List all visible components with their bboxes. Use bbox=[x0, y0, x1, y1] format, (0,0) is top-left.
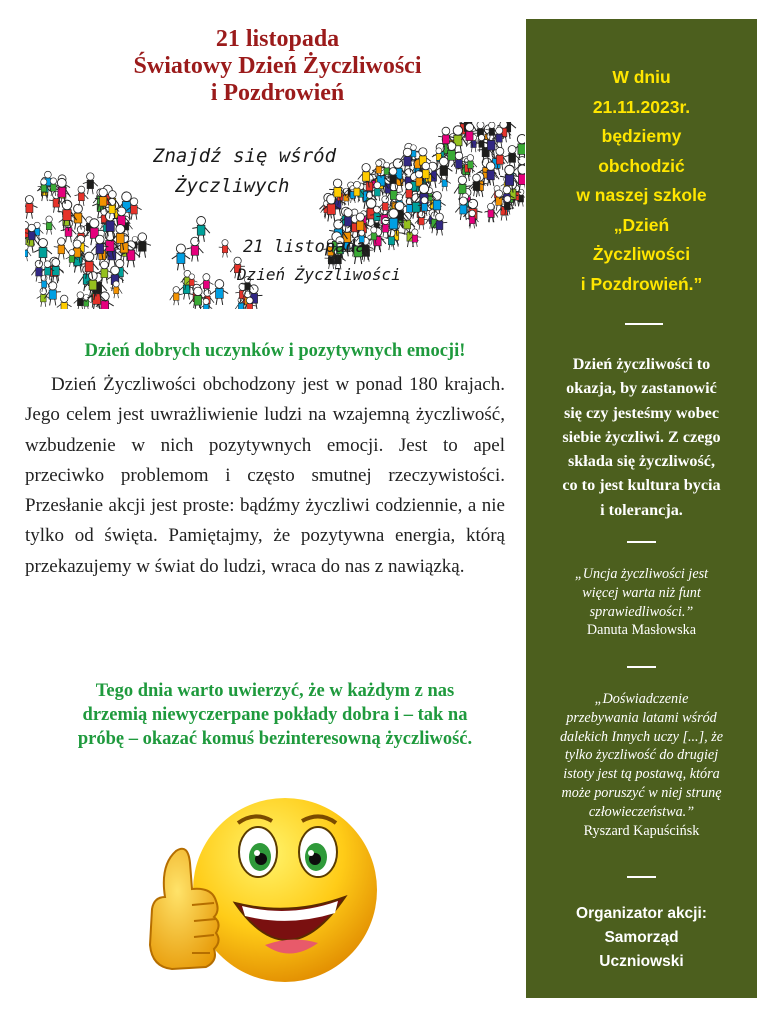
title-line-1: 21 listopada bbox=[215, 26, 340, 52]
sidebar-heading-line: będziemy bbox=[601, 126, 682, 146]
quote-2 bbox=[532, 690, 751, 840]
quote-1-line: więcej warta niż funt bbox=[582, 584, 701, 601]
banner-text-1: Znajdź się wśród bbox=[153, 145, 337, 167]
sidebar-text-line: się czy jesteśmy wobec bbox=[563, 403, 720, 422]
divider bbox=[627, 876, 656, 878]
organizer-line: Samorząd bbox=[604, 929, 679, 946]
quote-1-author: Danuta Masłowska bbox=[586, 622, 697, 639]
sidebar-text-line: siebie życzliwi. Z czego bbox=[562, 427, 721, 446]
quote-2-line: dalekich Innych uczy [...], że bbox=[559, 728, 724, 745]
divider bbox=[627, 666, 656, 668]
title-line-3: i Pozdrowień bbox=[210, 80, 345, 106]
organizer-line: Organizator akcji: bbox=[576, 905, 707, 922]
banner-text-2: Życzliwych bbox=[175, 175, 290, 197]
quote-2-line: może poruszyć w niej strunę bbox=[561, 784, 722, 801]
sidebar-text bbox=[534, 352, 749, 522]
quote-2-author: Ryszard Kapuścińsk bbox=[583, 822, 700, 839]
closing-statement bbox=[25, 679, 525, 751]
banner-figures bbox=[25, 122, 525, 309]
banner-text-4: Dzień Życzliwości bbox=[237, 265, 401, 284]
quote-1-line: „Uncja życzliwości jest bbox=[574, 566, 709, 582]
banner-illustration bbox=[25, 122, 525, 309]
sidebar bbox=[526, 19, 757, 998]
sidebar-heading-line: 21.11.2023r. bbox=[592, 96, 691, 117]
sidebar-text-line: Dzień życzliwości to bbox=[572, 355, 711, 373]
quote-2-line: tylko życzliwość do drugiej bbox=[564, 747, 719, 764]
closing-line-2: drzemią niewyczerpane pokłady dobra i – tak na bbox=[82, 705, 468, 725]
quote-2-line: przebywania latami wśród bbox=[566, 709, 717, 726]
page-title bbox=[40, 26, 515, 107]
sidebar-heading-line: W dniu bbox=[612, 67, 671, 87]
sidebar-heading-line: w naszej szkole bbox=[576, 185, 707, 205]
divider bbox=[625, 323, 663, 325]
quote-1-line: sprawiedliwości.” bbox=[589, 603, 694, 620]
sidebar-text-line: składa się życzliwość, bbox=[567, 452, 716, 471]
sidebar-text-line: i tolerancja. bbox=[600, 500, 683, 519]
sidebar-heading-line: i Pozdrowień.” bbox=[580, 273, 703, 294]
smiley-thumbs-up-icon bbox=[130, 785, 390, 1005]
sidebar-text-line: co to jest kultura bycia bbox=[562, 476, 721, 495]
quote-2-line: człowieczeństwa.” bbox=[588, 803, 695, 820]
quote-2-line: istoty jest tą postawą, która bbox=[563, 766, 720, 783]
closing-line-3: próbę – okazać komuś bezinteresowną życzliwość. bbox=[77, 729, 473, 749]
quote-1 bbox=[532, 565, 751, 640]
sidebar-heading-line: obchodzić bbox=[598, 155, 685, 176]
sidebar-heading bbox=[526, 63, 757, 299]
closing-line-1: Tego dnia warto uwierzyć, że w każdym z nas bbox=[95, 681, 455, 701]
divider bbox=[627, 541, 656, 543]
sidebar-text-line: okazja, by zastanowić bbox=[566, 379, 717, 398]
slogan-heading: Dzień dobrych uczynków i pozytywnych emocji! bbox=[84, 341, 466, 361]
main-paragraph: Dzień Życzliwości obchodzony jest w ponad 180 krajach. Jego celem jest uwrażliwienie ludzi na wzajemną życzliwość, wzbudzenie w nich pozytywnych emocji. Jest to apel przeciwko problemom i często smutnej rzeczywistości. Przesłanie akcji jest proste: bądźmy życzliwi codziennie, a nie tylko od święta. Pamiętajmy, że pozytywna energia, którą przekazujemy w świat do ludzi, wraca do nas z nawiązką. bbox=[25, 374, 505, 577]
banner-text-3: 21 listopada bbox=[243, 237, 366, 257]
organizer-line: Uczniowski bbox=[599, 953, 684, 970]
sidebar-heading-line: „Dzień bbox=[613, 214, 670, 235]
sidebar-heading-line: Życzliwości bbox=[592, 244, 691, 264]
organizer bbox=[526, 902, 757, 974]
quote-2-line: „Doświadczenie bbox=[594, 691, 689, 707]
title-line-2: Światowy Dzień Życzliwości bbox=[133, 53, 422, 79]
